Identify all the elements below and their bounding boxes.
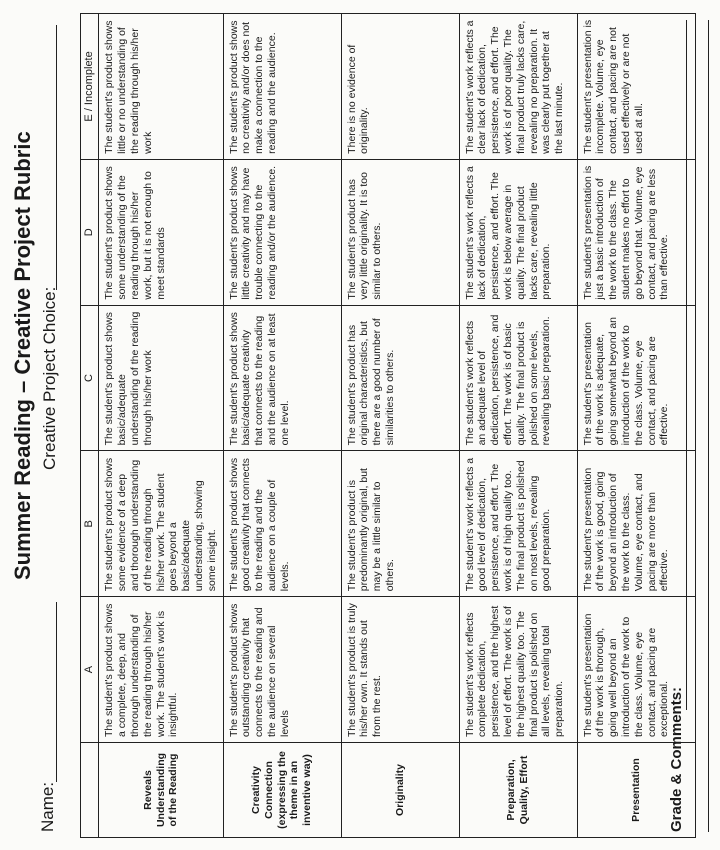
rubric-cell: The student's product shows basic/adequate understanding of the reading through his/her work xyxy=(99,305,223,451)
rubric-cell: The student's work reflects a lack of dedication, persistence, and effort. The work is below average in quality. The final product lacks care, revealing little preparation. xyxy=(459,159,577,305)
rubric-cell: The student's presentation is just a basic introduction of the work to the class. The student makes no effort to go beyond that. Volume, eye contact, and pacing are less than effective. xyxy=(577,159,695,305)
rubric-cell: The student's product shows basic/adequate creativity that connects to the reading and the audience on at least one level. xyxy=(223,305,341,451)
rubric-cell: The student's presentation is incomplete. Volume, eye contact, and pacing are not used effectively or are not used at all. xyxy=(577,14,695,160)
rubric-cell: The student's product shows a complete, deep, and thorough understanding of the reading through his/her work. The student's work is insightful. xyxy=(99,597,223,743)
rubric-cell: The student's product has original characteristics, but there are a good number of similarities to others. xyxy=(341,305,459,451)
header-cell: E / Incomplete xyxy=(81,14,99,160)
table-row xyxy=(223,14,341,838)
rubric-cell: The student's product shows little or no understanding of the reading through his/her work xyxy=(99,14,223,160)
rubric-cell: The student's presentation of the work is thorough, going well beyond an introduction of the work to the class. Volume, eye contact, and pacing are exceptional. xyxy=(577,597,695,743)
criterion-cell: Presentation xyxy=(577,743,695,838)
header-cell xyxy=(81,743,99,838)
rubric-cell: The student's product shows good creativity that connects to the reading and the audience on a couple of levels. xyxy=(223,451,341,597)
name-field-line[interactable] xyxy=(56,602,57,782)
rubric-cell: The student's work reflects a good level of dedication, persistence, and effort. The work is of high quality too. The final product is polished on most levels, revealing good preparation. xyxy=(459,451,577,597)
grade-comments-label: Grade & Comments: xyxy=(668,686,685,832)
rubric-cell: The student's product shows outstanding creativity that connects to the reading and the audience on several levels xyxy=(223,597,341,743)
rubric-cell: The student's product shows little creativity and may have trouble connecting to the reading and/or the audience. xyxy=(223,159,341,305)
table-row xyxy=(459,14,577,838)
rubric-cell: The student's product shows some evidence of a deep and thorough understanding of the reading through his/her work. The student goes beyond a basic/adequate understanding, showing some insight. xyxy=(99,451,223,597)
header-cell: A xyxy=(81,597,99,743)
criterion-cell: Creativity Connection (expressing the theme in an inventive way) xyxy=(223,743,341,838)
grade-comments-line[interactable] xyxy=(686,20,687,710)
rubric-cell: The student's product shows some understanding of the reading through his/her work, but it is not enough to meet standards xyxy=(99,159,223,305)
rubric-cell: The student's product is truly his/her own. It stands out from the rest. xyxy=(341,597,459,743)
table-row xyxy=(341,14,459,838)
header-cell: D xyxy=(81,159,99,305)
rubric-cell: The student's product shows no creativity and/or does not make a connection to the reading and the audience. xyxy=(223,14,341,160)
criterion-cell: Reveals Understanding of the Reading xyxy=(99,743,223,838)
header-cell: B xyxy=(81,451,99,597)
rubric-cell: The student's product has very little originality. It is too similar to others. xyxy=(341,159,459,305)
criterion-cell: Preparation, Quality, Effort xyxy=(459,743,577,838)
project-choice-label: Creative Project Choice: xyxy=(40,286,59,470)
criterion-cell: Originality xyxy=(341,743,459,838)
rubric-cell: The student's presentation of the work is good, going beyond an introduction of the work to the class. Volume, eye contact, and pacing are more than effective. xyxy=(577,451,695,597)
project-choice-line[interactable] xyxy=(56,25,57,290)
name-label: Name: xyxy=(38,781,57,832)
header-cell: C xyxy=(81,305,99,451)
table-row xyxy=(99,14,223,838)
rubric-table xyxy=(80,13,696,838)
rubric-cell: The student's work reflects an adequate level of dedication, persistence, and effort. The work is of basic quality. The final product is polished on some levels, revealing basic preparation. xyxy=(459,305,577,451)
rubric-cell: The student's product is predominantly original, but may be a little similar to others. xyxy=(341,451,459,597)
rubric-cell: The student's work reflects a clear lack of dedication, persistence, and effort. The work is of poor quality. The final product truly lacks care, revealing no preparation. It was clearly put together at the last minute. xyxy=(459,14,577,160)
page-title: Summer Reading – Creative Project Rubric xyxy=(10,131,35,580)
grade-comments-line[interactable] xyxy=(708,20,709,832)
rubric-cell: The student's work reflects complete dedication, persistence, and the highest level of effort. The work is of the highest quality too. The final product is polished on all levels, revealing total preparation. xyxy=(459,597,577,743)
rubric-cell: The student's presentation of the work is adequate, going somewhat beyond an introduction of the work to the class. Volume, eye contact, and pacing are effective. xyxy=(577,305,695,451)
header-row xyxy=(81,14,99,838)
rubric-cell: There is no evidence of originality. xyxy=(341,14,459,160)
